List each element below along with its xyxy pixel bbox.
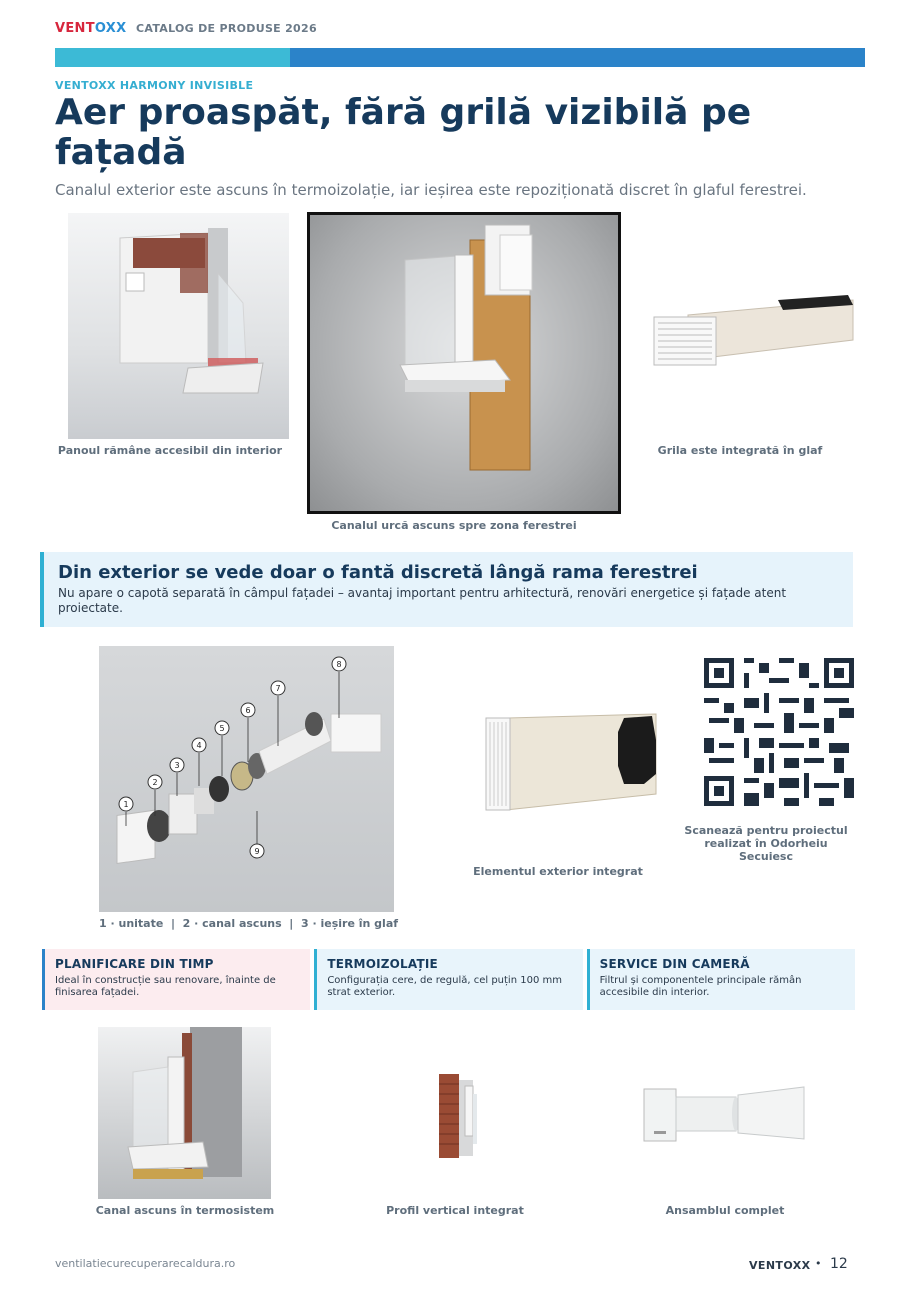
- callout-title: Din exterior se vede doar o fantă discretă lângă rama ferestrei: [58, 562, 698, 583]
- footer-brand: VENTOXX: [749, 1259, 811, 1272]
- page-number: 12: [830, 1256, 848, 1272]
- header-color-bar: [55, 48, 865, 67]
- photo-vertical-profile: [433, 1070, 543, 1164]
- brand-logo-part1: VENT: [55, 21, 95, 36]
- card-title: TERMOIZOLAȚIE: [327, 957, 438, 971]
- caption-sill-grille: Grila este integrată în glaf: [657, 444, 823, 457]
- photo-hidden-duct: [307, 212, 621, 514]
- caption-qr-code: Scanează pentru proiectul realizat în Odorheiu Secuiesc: [684, 824, 848, 863]
- card-text: Configurația cere, de regulă, cel puțin 100 mm strat exterior.: [327, 975, 562, 998]
- section-eyebrow: VENTOXX HARMONY INVISIBLE: [55, 79, 254, 92]
- card-text: Ideal în construcție sau renovare, înainte de finisarea fațadei.: [55, 975, 276, 998]
- brand-logo: [55, 21, 126, 36]
- photo-sill-grille: [648, 295, 858, 380]
- card-planning: [42, 949, 310, 1010]
- photo-interior-panel: [68, 213, 289, 439]
- card-title: SERVICE DIN CAMERĂ: [599, 957, 750, 971]
- caption-hidden-duct: Canalul urcă ascuns spre zona ferestrei: [331, 519, 577, 532]
- footer-url[interactable]: ventilatiecurecuperarecaldura.ro: [55, 1257, 236, 1270]
- callout-number-7: 7: [275, 684, 281, 693]
- exploded-view-diagram: [99, 646, 394, 912]
- footer-separator: •: [815, 1257, 822, 1270]
- photo-complete-assembly: [640, 1085, 808, 1147]
- caption-exterior-element: Elementul exterior integrat: [473, 865, 643, 878]
- card-service: [587, 949, 855, 1010]
- caption-exploded-view: 1 · unitate | 2 · canal ascuns | 3 · ieșire în glaf: [99, 917, 399, 930]
- feature-cards: [42, 949, 855, 1010]
- photo-hidden-channel: [98, 1027, 271, 1199]
- callout-number-8: 8: [336, 660, 342, 669]
- caption-interior-panel: Panoul rămâne accesibil din interior: [57, 444, 283, 457]
- card-title: PLANIFICARE DIN TIMP: [55, 957, 214, 971]
- catalog-title: CATALOG DE PRODUSE 2026: [136, 22, 317, 35]
- photo-exterior-element: [484, 712, 662, 812]
- caption-complete-assembly: Ansamblul complet: [665, 1204, 785, 1217]
- page-lead: Canalul exterior este ascuns în termoizolație, iar ieșirea este repoziționată discret în glaful ferestrei.: [55, 181, 807, 199]
- callout-number-4: 4: [196, 741, 202, 750]
- callout-number-9: 9: [254, 847, 260, 856]
- caption-hidden-channel: Canal ascuns în termosistem: [95, 1204, 275, 1217]
- card-text: Filtrul și componentele principale rămân accesibile din interior.: [599, 975, 802, 998]
- callout-text: Nu apare o capotă separată în câmpul fațadei – avantaj important pentru arhitectură, renovări energetice și fațade atent proiectate.: [58, 586, 787, 615]
- info-callout: [40, 552, 853, 627]
- card-insulation: [314, 949, 582, 1010]
- brand-logo-part2: OXX: [94, 21, 127, 36]
- callout-number-1: 1: [123, 800, 129, 809]
- callout-number-3: 3: [174, 761, 180, 770]
- page-title: Aer proaspăt, fără grilă vizibilă pe fațadă: [55, 92, 752, 173]
- caption-vertical-profile: Profil vertical integrat: [386, 1204, 524, 1217]
- callout-number-6: 6: [245, 706, 251, 715]
- callout-number-5: 5: [219, 724, 225, 733]
- qr-code[interactable]: [704, 658, 854, 806]
- callout-number-2: 2: [152, 778, 158, 787]
